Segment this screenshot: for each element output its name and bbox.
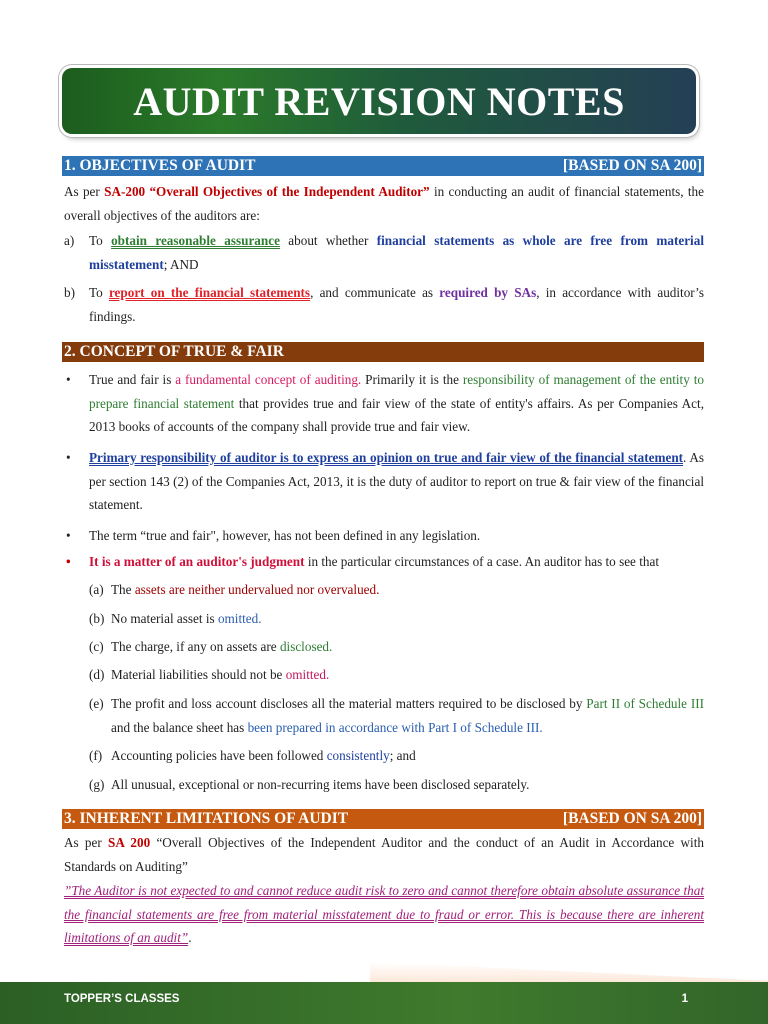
bullet-item: • Primary responsibility of auditor is to express an opinion on true and fair view of the financial statement. As per section 143 (2) of the Companies Act, 2013, it is the duty of auditor to report on true & fair view of the financial statement. (66, 450, 704, 512)
sub-item-a: (a) The assets are neither undervalued nor overvalued. (89, 582, 380, 597)
page-title: AUDIT REVISION NOTES (133, 78, 625, 124)
section-title: 1. OBJECTIVES OF AUDIT (64, 157, 256, 174)
section-heading-objectives (62, 156, 704, 176)
title-banner (62, 68, 696, 134)
footer-bar (0, 982, 768, 1024)
section-heading-true-fair (62, 342, 704, 362)
sub-item-f: (f) Accounting policies have been followed consistently; and (89, 748, 416, 763)
section-tag: [BASED ON SA 200] (562, 810, 702, 827)
quote-inherent-limitations: ”The Auditor is not expected to and cannot reduce audit risk to zero and cannot therefore obtain absolute assurance that the financial statements are free from material misstatement due to fraud or error. This is because there are inherent limitations of an audit”. (64, 883, 704, 945)
section-heading-limitations (62, 809, 704, 829)
sub-item-b: (b) No material asset is omitted. (89, 611, 262, 626)
section-tag: [BASED ON SA 200] (562, 157, 702, 174)
bullet-item: • True and fair is a fundamental concept of auditing. Primarily it is the responsibility of management of the entity to prepare financial statement that provides true and fair view of the state of entity's affairs. As per Companies Act, 2013 books of accounts of the company shall provide true and fair view. (66, 372, 704, 434)
list-item-b: b) To report on the financial statements, and communicate as required by SAs, in accordance with auditor’s findings. (64, 285, 704, 324)
sub-item-d: (d) Material liabilities should not be omitted. (89, 667, 330, 682)
decorative-shape (370, 962, 768, 984)
section-title: 2. CONCEPT OF TRUE & FAIR (64, 343, 284, 360)
bullet-item: • The term “true and fair", however, has not been defined in any legislation. (66, 528, 481, 543)
bullet-item: • It is a matter of an auditor's judgment in the particular circumstances of a case. An auditor has to see that (66, 554, 659, 569)
footer-brand: TOPPER’S CLASSES (64, 993, 180, 1005)
sub-item-g: (g) All unusual, exceptional or non-recurring items have been disclosed separately. (89, 777, 530, 792)
paragraph-sa200-intro: As per SA-200 “Overall Objectives of the Independent Auditor” in conducting an audit of financial statements, the overall objectives of the auditors are: (64, 184, 704, 223)
section-title: 3. INHERENT LIMITATIONS OF AUDIT (64, 810, 349, 827)
paragraph-sa200-limitations: As per SA 200 “Overall Objectives of the Independent Auditor and the conduct of an Audit in Accordance with Standards on Auditing” (64, 835, 704, 874)
list-item-a: a) To obtain reasonable assurance about whether financial statements as whole are free from material misstatement; AND (64, 233, 704, 272)
page-number: 1 (681, 993, 688, 1005)
sub-item-c: (c) The charge, if any on assets are disclosed. (89, 639, 333, 654)
sub-item-e: (e) The profit and loss account discloses all the material matters required to be disclosed by Part II of Schedule III and the balance sheet has been prepared in accordance with Part I of Schedule III. (89, 696, 705, 735)
